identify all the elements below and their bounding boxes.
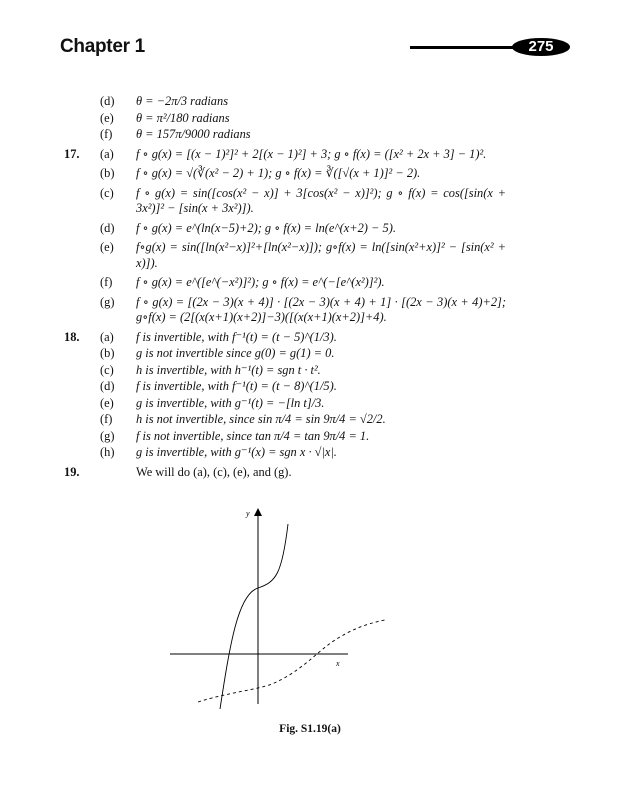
solution-line: (e) f∘g(x) = sin([ln(x²−x)]²+[ln(x²−x)]); g∘f(x) = ln([sin(x²+x)]² − [sin(x² + x)]). xyxy=(100,240,506,270)
curve-f-inverse xyxy=(198,620,385,702)
solution-line: (d) θ = −2π/3 radians xyxy=(100,94,229,108)
solution-line: (e) θ = π²/180 radians xyxy=(100,110,230,125)
solution-line: 17. (a) f ∘ g(x) = [(x − 1)²]² + 2[(x − 1)²] + 3; g ∘ f(x) = ([x² + 2x + 3] − 1)². xyxy=(64,146,487,161)
solutions-text xyxy=(64,94,506,481)
solution-line: (f) θ = 157π/9000 radians xyxy=(100,127,251,141)
solution-line: 18. (a) f is invertible, with f⁻¹(t) = (t − 5)^(1/3). xyxy=(64,329,337,344)
page-number: 275 xyxy=(512,38,570,56)
solution-line: (g) f ∘ g(x) = [(2x − 3)(x + 4)] · [(2x − 3)(x + 4) + 1] · [(2x − 3)(x + 4)+2]; g∘f(x) = (2[(x(x+1)(x+2)]−3)([(x(x+1)(x+2)]+4). xyxy=(100,294,506,324)
chapter-title: Chapter 1 xyxy=(60,36,145,57)
solution-line: (c) h is invertible, with h⁻¹(t) = sgn t · t². xyxy=(100,362,321,377)
solution-line: (d) f is invertible, with f⁻¹(t) = (t − 8)^(1/5). xyxy=(100,379,337,393)
function-graph xyxy=(160,504,400,714)
solution-line: (h) g is invertible, with g⁻¹(x) = sgn x · √|x|. xyxy=(100,445,337,459)
solution-line: (b) g is not invertible since g(0) = g(1) = 0. xyxy=(100,346,335,360)
solution-line: (b) f ∘ g(x) = √(∛(x² − 2) + 1); g ∘ f(x) = ∛([√(x + 1)]² − 2). xyxy=(100,166,421,180)
curve-f xyxy=(220,524,288,709)
x-axis-label: x xyxy=(336,659,340,668)
solution-line: (c) f ∘ g(x) = sin([cos(x² − x)] + 3[cos(x² − x)]²); g ∘ f(x) = cos([sin(x + 3x²)]² − [sin(x + 3x²)]). xyxy=(100,185,506,215)
figure-caption: Fig. S1.19(a) xyxy=(279,723,341,735)
header-rule xyxy=(410,46,520,49)
y-axis-label: y xyxy=(246,509,250,518)
solution-line: (f) h is not invertible, since sin π/4 = sin 9π/4 = √2/2. xyxy=(100,412,386,426)
solution-line: (f) f ∘ g(x) = e^([e^(−x²)]²); g ∘ f(x) = e^(−[e^(x²)]²). xyxy=(100,275,385,289)
solution-line: (e) g is invertible, with g⁻¹(t) = −[ln t]/3. xyxy=(100,395,325,410)
solution-line: (g) f is not invertible, since tan π/4 = tan 9π/4 = 1. xyxy=(100,428,370,443)
solution-line: 19. We will do (a), (c), (e), and (g). xyxy=(64,464,292,479)
solution-line: (d) f ∘ g(x) = e^(ln(x−5)+2); g ∘ f(x) = ln(e^(x+2) − 5). xyxy=(100,220,396,235)
